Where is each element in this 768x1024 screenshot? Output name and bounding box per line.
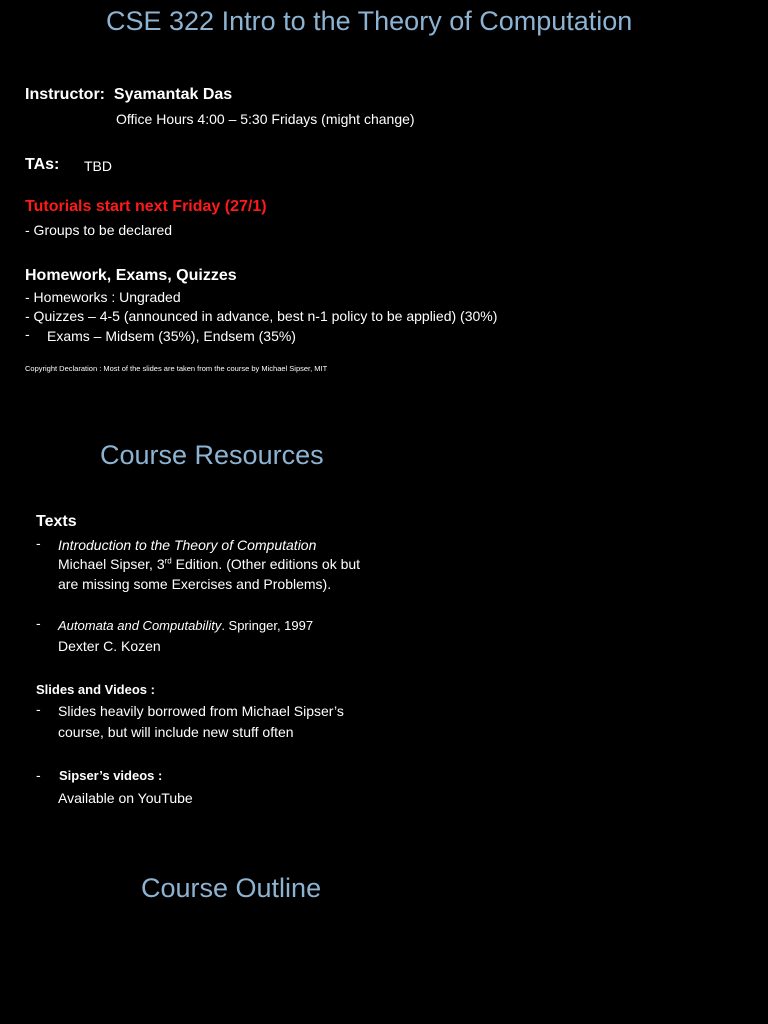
copyright-declaration: Copyright Declaration : Most of the slides are taken from the course by Michael Sipser, MIT xyxy=(25,364,328,373)
videos-dash: - xyxy=(36,767,41,783)
book1-note: are missing some Exercises and Problems). xyxy=(58,576,332,592)
slide1-title: CSE 322 Intro to the Theory of Computation xyxy=(106,6,633,36)
hw-item-exams: Exams – Midsem (35%), Endsem (35%) xyxy=(47,328,296,344)
slides-line-1: Slides heavily borrowed from Michael Sipser’s xyxy=(58,703,344,719)
office-hours: Office Hours 4:00 – 5:30 Fridays (might change) xyxy=(116,111,415,127)
hw-heading: Homework, Exams, Quizzes xyxy=(25,267,237,284)
book2-title: Automata and Computability xyxy=(58,618,222,633)
texts-heading: Texts xyxy=(36,513,77,530)
book2-publisher: . Springer, 1997 xyxy=(221,618,314,633)
hw-item-exams-dash: - xyxy=(25,326,30,342)
slides-line-2: course, but will include new stuff often xyxy=(58,724,294,740)
book2-author: Dexter C. Kozen xyxy=(58,638,161,654)
groups-note: - Groups to be declared xyxy=(25,222,173,238)
tas-value: TBD xyxy=(84,158,112,174)
instructor-name: Syamantak Das xyxy=(113,86,233,103)
book1-author-name: Michael Sipser, 3 xyxy=(58,556,165,572)
tutorial-notice: Tutorials start next Friday (27/1) xyxy=(25,198,267,215)
videos-line: Available on YouTube xyxy=(58,790,193,806)
instructor-label: Instructor: xyxy=(25,86,105,103)
book2-dash: - xyxy=(36,615,41,631)
slide3-title: Course Outline xyxy=(141,873,322,903)
book1-title: Introduction to the Theory of Computation xyxy=(58,537,317,553)
slides-dash: - xyxy=(36,701,41,717)
tas-label: TAs: xyxy=(25,156,60,173)
book1-dash: - xyxy=(36,535,41,551)
slide2-title: Course Resources xyxy=(100,440,324,470)
book1-author xyxy=(58,556,360,572)
book1-edition-note: Edition. (Other editions ok but xyxy=(171,556,361,572)
book2-line xyxy=(58,618,313,633)
slides-videos-heading: Slides and Videos : xyxy=(36,682,155,697)
videos-label: Sipser’s videos : xyxy=(59,768,163,783)
instructor-line xyxy=(25,86,232,104)
hw-item-homeworks: - Homeworks : Ungraded xyxy=(25,289,181,305)
book1-edition-sup: rd xyxy=(164,556,172,566)
hw-item-quizzes: - Quizzes – 4-5 (announced in advance, best n-1 policy to be applied) (30%) xyxy=(25,308,498,324)
